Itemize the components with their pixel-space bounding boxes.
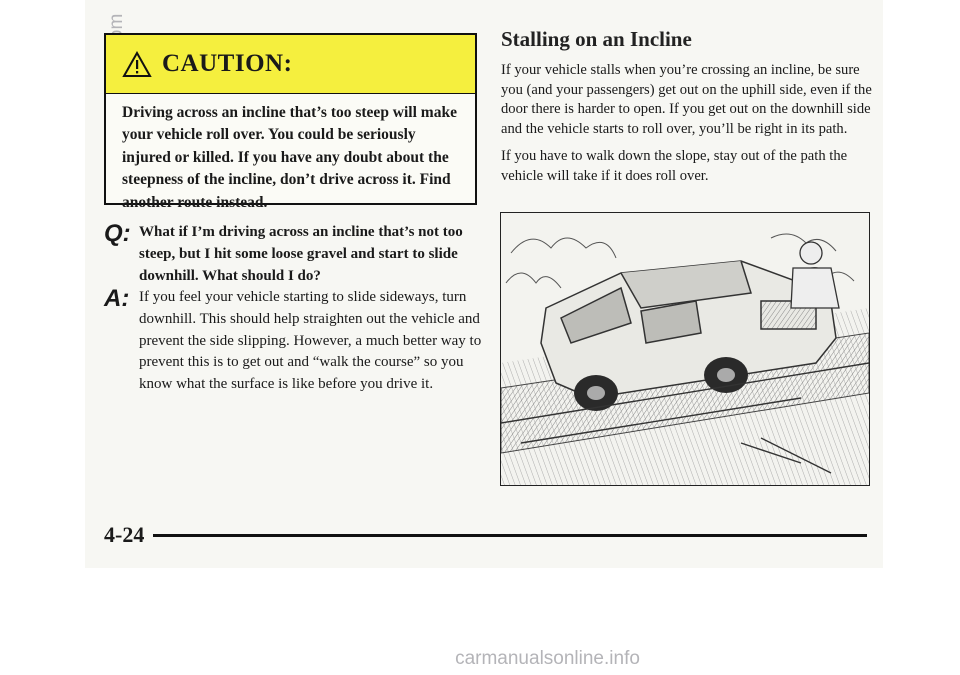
illustration-drawing (501, 213, 869, 485)
question-text: What if I’m driving across an incline that’s not too steep, but I hit some loose gravel and start to slide downhill. What should I do? (139, 224, 463, 284)
vehicle-on-incline-illustration (500, 212, 870, 486)
footer-rule (153, 534, 867, 537)
section-paragraph-1: If your vehicle stalls when you’re crossing an incline, be sure you (and your passengers) get out on the uphill side, even if the door there is harder to open. If you get out on the downhill side and the vehicle starts to roll over, you’ll be right in its path. (501, 62, 872, 138)
answer-label: A: (104, 285, 130, 312)
caution-header (106, 35, 475, 94)
stalling-section (501, 27, 873, 193)
caution-box (104, 33, 477, 211)
question-label: Q: (104, 220, 131, 247)
question-block (104, 222, 484, 287)
caution-text: Driving across an incline that’s too steep will make your vehicle roll over. You could be seriously injured or killed. If you have any doubt about the steepness of the incline, don’t drive across it. Find another route instead. (122, 104, 457, 211)
page-number: 4-24 (104, 522, 145, 547)
bottom-watermark: carmanualsonline.info (455, 648, 640, 669)
section-paragraph-2: If you have to walk down the slope, stay out of the path the vehicle will take if it does roll over. (501, 147, 848, 184)
answer-block (104, 287, 484, 396)
section-heading: Stalling on an Incline (501, 27, 692, 51)
warning-triangle-icon (122, 51, 152, 78)
answer-text: If you feel your vehicle starting to slide sideways, turn downhill. This should help straighten out the vehicle and prevent the side slipping. However, a much better way to prevent this is to get out and “walk the course” so you know what the surface is like before you drive it. (139, 289, 482, 393)
caution-title: CAUTION: (162, 50, 293, 77)
